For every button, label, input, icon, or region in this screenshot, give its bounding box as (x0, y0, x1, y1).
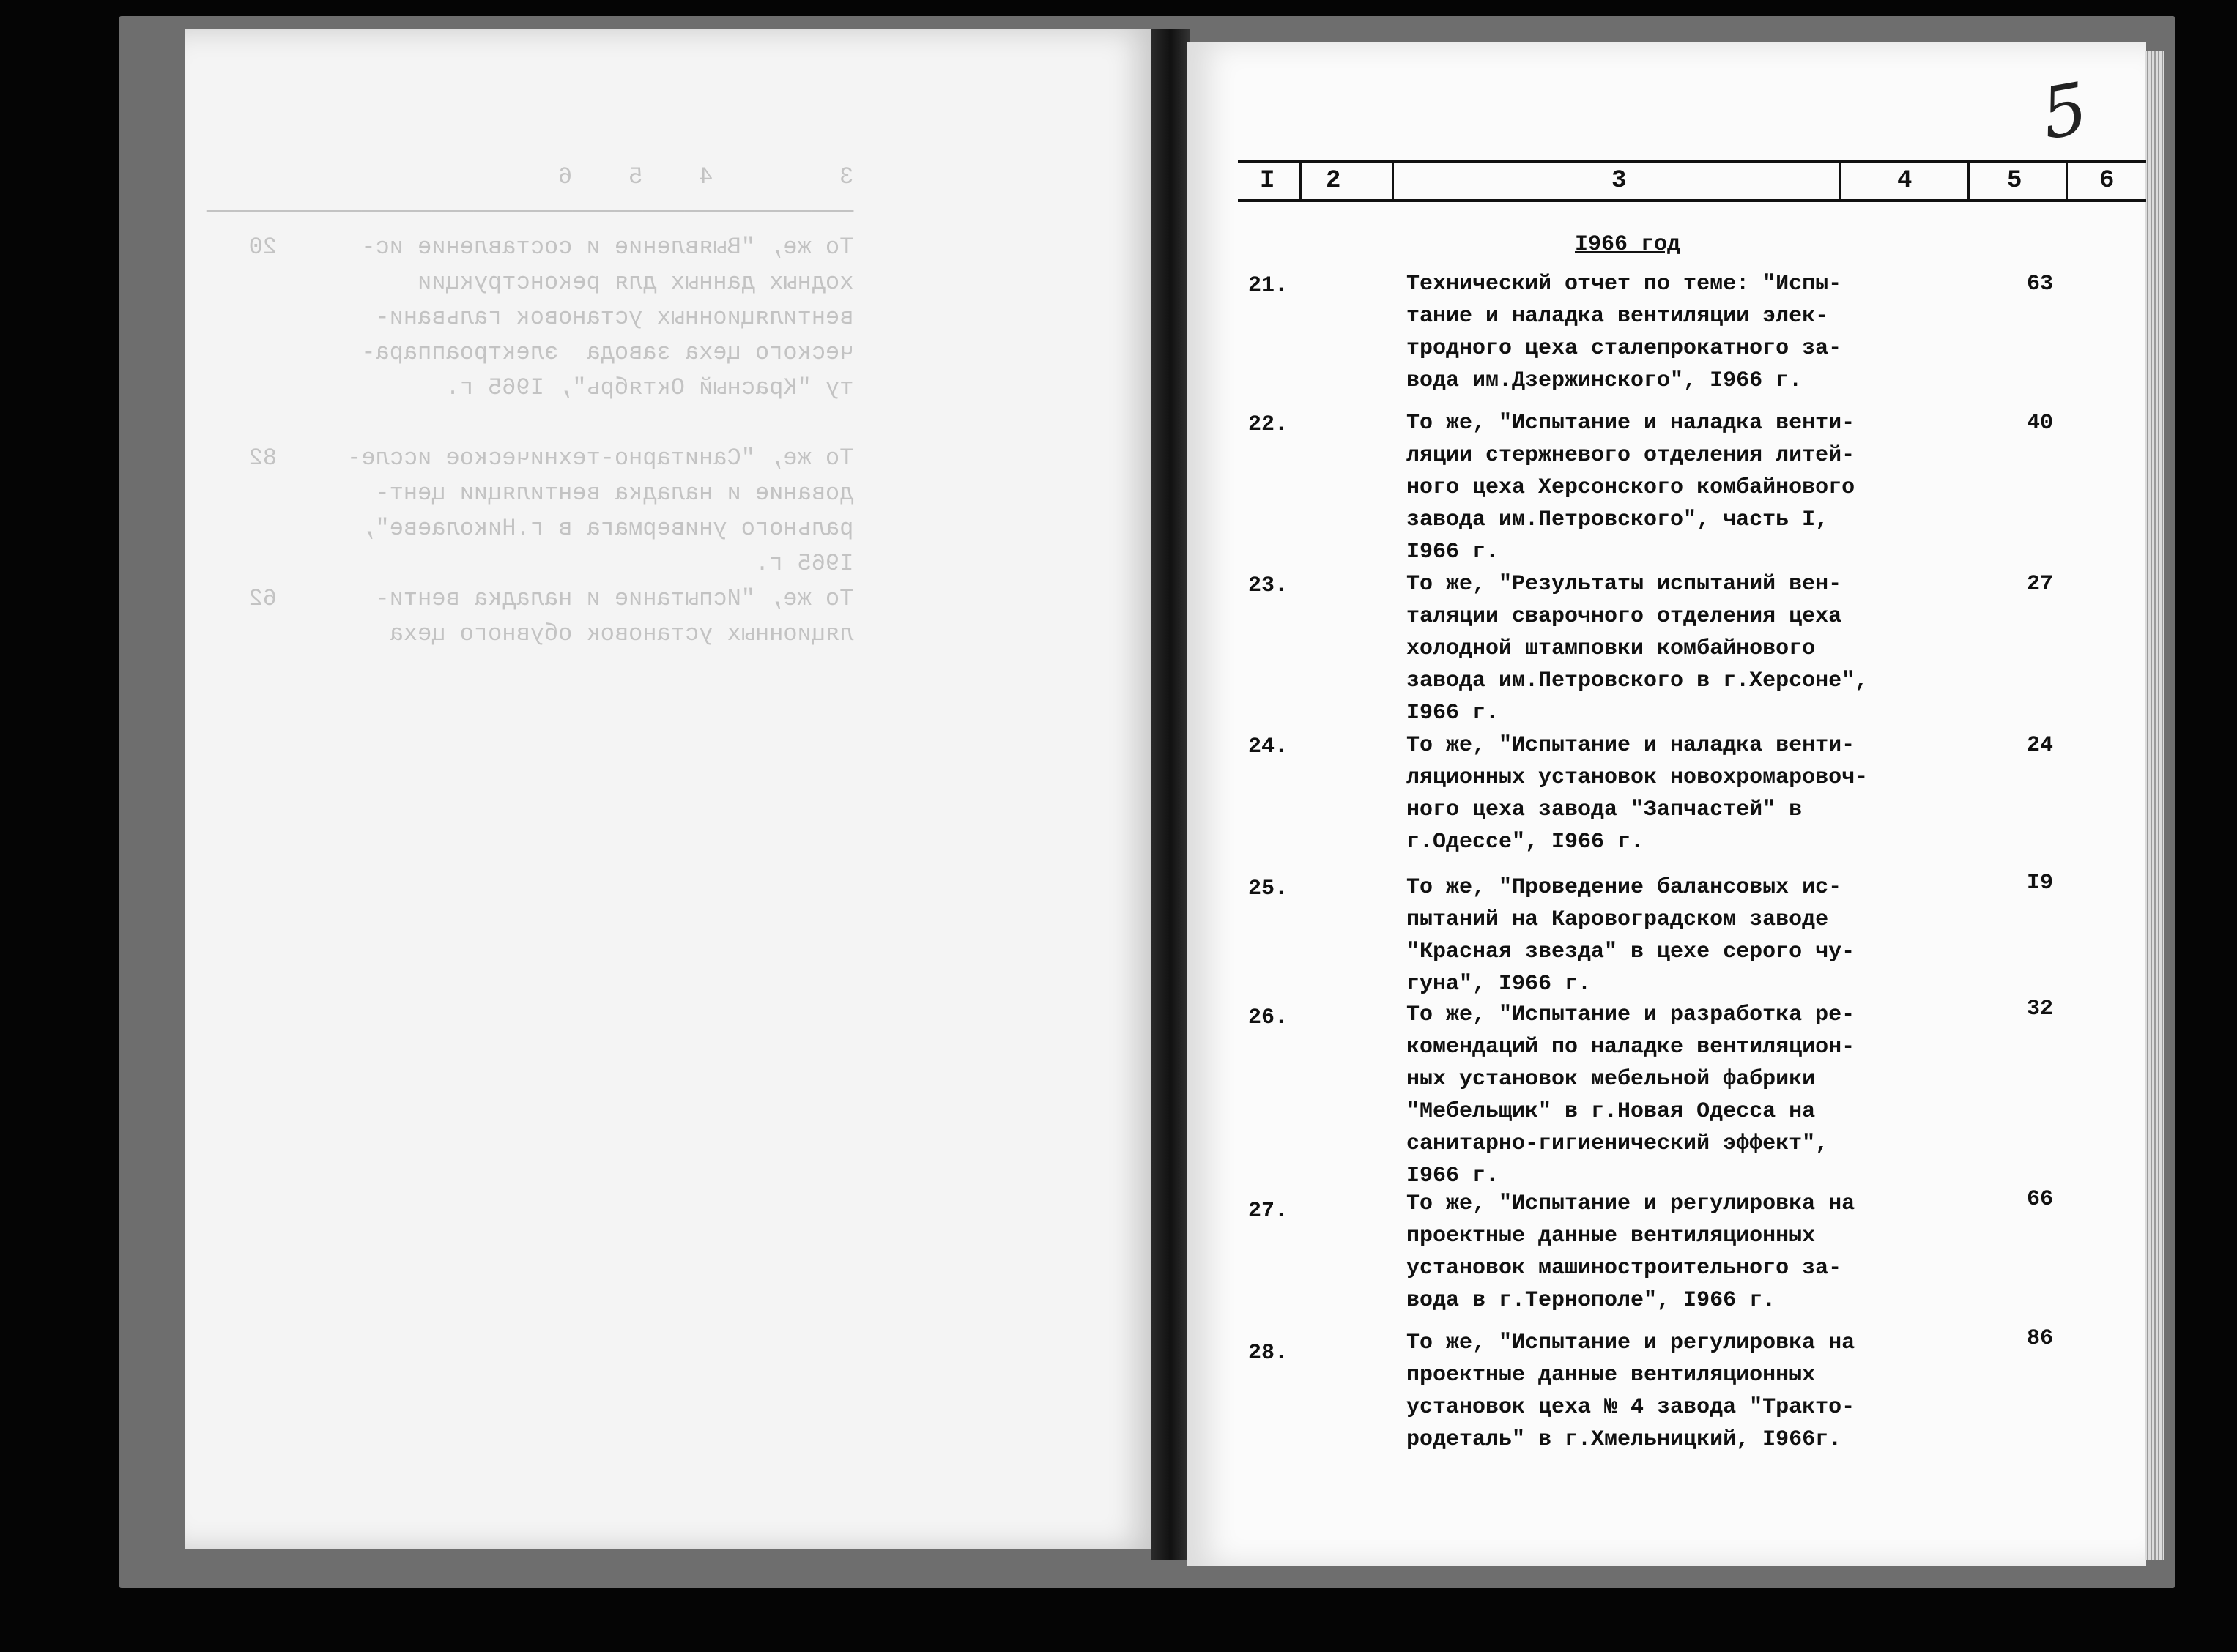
entry-text: То же, "Испытание и наладка венти- ляционных установок новохромаровоч- ного цеха завода "Запчастей" в г.Одессе", I966 г. (1406, 733, 1869, 855)
entry-number: 21. (1248, 273, 1288, 298)
page-edges (2145, 51, 2164, 1560)
left-page (185, 29, 1159, 1549)
entry-number: 23. (1248, 573, 1288, 598)
entry-text: То же, "Испытание и разработка ре- комендаций по наладке вентиляцион- ных установок мебельной фабрики "Мебельщик" в г.Новая Одесса на санитарно-гигиенический эффект", I966 г. (1406, 1002, 1855, 1188)
entry-number: 22. (1248, 412, 1288, 437)
column-header-1: I (1260, 167, 1275, 195)
entry-pages: 66 (2026, 1187, 2053, 1212)
column-header-6: 6 (2099, 167, 2115, 195)
entry-number: 24. (1248, 734, 1288, 759)
entry-text: То же, "Проведение балансовых ис- пытаний на Каровоградском заводе "Красная звезда" в цехе серого чу- гуна", I966 г. (1406, 875, 1855, 997)
entry-text: То же, "Результаты испытаний вен- таляции сварочного отделения цеха холодной штамповки комбайнового завода им.Петровского в г.Херсоне", I966 г. (1406, 572, 1869, 726)
entry-pages: 32 (2026, 997, 2053, 1022)
entry-pages: 40 (2026, 411, 2053, 436)
book-gutter (1151, 29, 1190, 1560)
column-header-2: 2 (1326, 167, 1341, 195)
column-header-4: 4 (1897, 167, 1913, 195)
handwritten-page-number: 5 (2035, 67, 2094, 156)
entry-text: То же, "Испытание и регулировка на проектные данные вентиляционных установок цеха № 4 завода "Тракто- родеталь" в г.Хмельницкий, I966г. (1406, 1331, 1855, 1452)
column-header-3: 3 (1611, 167, 1627, 195)
table-header (1238, 160, 2146, 202)
left-page-bleed-through: 3 4 5 6 ────────────────────────────────────────────── То же, "Выявление и составление ис- 20 ходных данных для реконструкции вентиляционных установок гальвани- ческого цеха завода электроаппара- ту "Красный Октябрь", I965 г. То же, "Санитарно-техническое иссле- 82 дование и наладка вентиляции цент- рального универмага в г.Николаеве", I965 г. То же, "Испытание и наладка венти- 62 ляционных установок обувного цеха (207, 163, 854, 647)
entry-text: Технический отчет по теме: "Испы- тание и наладка вентиляции элек- тродного цеха сталепрокатного за- вода им.Дзержинского", I966 г. (1406, 272, 1842, 393)
entry-number: 27. (1248, 1199, 1288, 1224)
entry-text: То же, "Испытание и регулировка на проектные данные вентиляционных установок машиностроительного за- вода в г.Тернополе", I966 г. (1406, 1191, 1855, 1313)
entry-pages: 63 (2026, 272, 2053, 297)
entry-pages: 27 (2026, 572, 2053, 597)
year-heading: I966 год (1575, 232, 1681, 257)
entry-number: 26. (1248, 1005, 1288, 1030)
entry-pages: 86 (2026, 1326, 2053, 1351)
column-header-5: 5 (2007, 167, 2022, 195)
entry-pages: 24 (2026, 733, 2053, 758)
entry-number: 25. (1248, 877, 1288, 901)
entry-pages: I9 (2026, 871, 2053, 896)
entry-text: То же, "Испытание и наладка венти- ляции стержневого отделения литей- ного цеха Херсонского комбайнового завода им.Петровского", часть I, I966 г. (1406, 411, 1855, 565)
entry-number: 28. (1248, 1341, 1288, 1366)
